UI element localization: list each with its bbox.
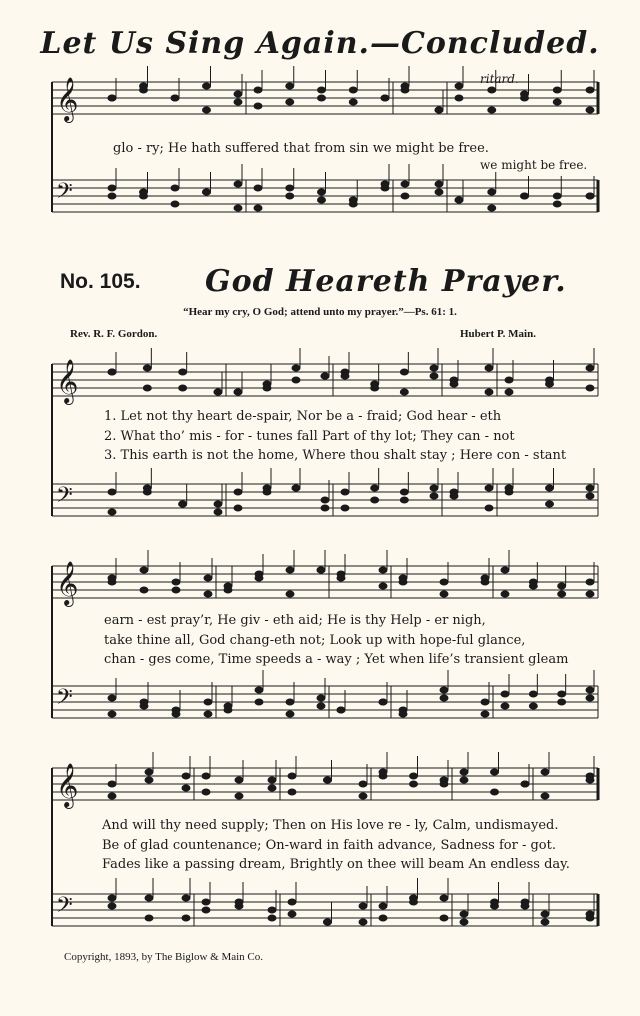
notehead [263, 381, 271, 387]
previous-hymn-bass-lyric: we might be free. [480, 158, 588, 172]
notehead [286, 699, 294, 705]
notehead [359, 903, 367, 909]
notehead [224, 707, 232, 713]
notehead [108, 711, 116, 717]
notehead [108, 895, 116, 901]
notehead [400, 369, 408, 375]
notehead [292, 365, 300, 371]
notehead [268, 777, 276, 783]
notehead [485, 485, 493, 491]
notehead [481, 699, 489, 705]
notehead [234, 91, 242, 97]
verse-1-line-3: And will thy need supply; Then on His love re - ly, Calm, undismayed. [102, 818, 559, 833]
notehead [214, 501, 222, 507]
treble-clef: 𝄞 [56, 359, 79, 403]
notehead [586, 773, 594, 779]
notehead [505, 389, 513, 395]
notehead [359, 919, 367, 925]
verse-2-line-1: 2. What tho’ mis - for - tunes fall Part of thy lot; They can - not [104, 429, 515, 444]
notehead [586, 385, 594, 391]
notehead [586, 107, 594, 113]
verse-3-line-2: chan - ges come, Time speeds a - way ; Yet when life’s transient gleam [104, 652, 569, 667]
notehead [410, 773, 418, 779]
treble-clef: 𝄞 [56, 561, 79, 605]
notehead [501, 691, 509, 697]
notehead [586, 591, 594, 597]
notehead [172, 579, 180, 585]
notehead [202, 907, 210, 913]
notehead [321, 505, 329, 511]
notehead [349, 197, 357, 203]
notehead [318, 95, 326, 101]
notehead [455, 83, 463, 89]
notehead [202, 773, 210, 779]
notehead [381, 185, 389, 191]
notehead [140, 703, 148, 709]
notehead [541, 911, 549, 917]
notehead [379, 699, 387, 705]
verse-3-line-3: Fades like a passing dream, Brightly on thee will beam An endless day. [102, 857, 570, 872]
notehead [435, 107, 443, 113]
notehead [401, 193, 409, 199]
notehead [541, 769, 549, 775]
notehead [234, 181, 242, 187]
notehead [286, 591, 294, 597]
notehead [143, 385, 151, 391]
notehead [586, 485, 594, 491]
notehead [317, 695, 325, 701]
previous-hymn-lyric: glo - ry; He hath suffered that from sin we might be free. [113, 141, 489, 156]
notehead [481, 575, 489, 581]
composer-credit: Hubert P. Main. [460, 328, 536, 340]
notehead [204, 591, 212, 597]
notehead [179, 501, 187, 507]
notehead [324, 919, 332, 925]
notehead [558, 699, 566, 705]
notehead [288, 789, 296, 795]
notehead [546, 377, 554, 383]
notehead [337, 575, 345, 581]
notehead [546, 501, 554, 507]
notehead [381, 95, 389, 101]
notehead [204, 575, 212, 581]
tempo-mark: ritard. [480, 72, 519, 86]
notehead [288, 773, 296, 779]
notehead [460, 777, 468, 783]
notehead [108, 185, 116, 191]
notehead [553, 201, 561, 207]
notehead [440, 915, 448, 921]
notehead [586, 493, 594, 499]
hymn-title: God Heareth Prayer. [205, 264, 567, 299]
notehead [488, 107, 496, 113]
notehead [140, 189, 148, 195]
notehead [485, 365, 493, 371]
notehead [235, 793, 243, 799]
notehead [435, 189, 443, 195]
notehead [440, 695, 448, 701]
bass-clef: 𝄢 [56, 893, 73, 923]
notehead [286, 83, 294, 89]
notehead [182, 785, 190, 791]
notehead [529, 579, 537, 585]
notehead [521, 193, 529, 199]
author-credit: Rev. R. F. Gordon. [70, 328, 158, 340]
notehead [481, 711, 489, 717]
notehead [349, 99, 357, 105]
notehead [202, 899, 210, 905]
notehead [379, 915, 387, 921]
notehead [410, 899, 418, 905]
notehead [379, 773, 387, 779]
notehead [553, 87, 561, 93]
notehead [203, 189, 211, 195]
notehead [553, 99, 561, 105]
notehead [485, 389, 493, 395]
notehead [182, 915, 190, 921]
notehead [292, 377, 300, 383]
notehead [268, 915, 276, 921]
notehead [171, 201, 179, 207]
notehead [521, 95, 529, 101]
bass-clef: 𝄢 [56, 483, 73, 513]
notehead [318, 87, 326, 93]
notehead [214, 389, 222, 395]
notehead [435, 181, 443, 187]
notehead [553, 193, 561, 199]
notehead [440, 687, 448, 693]
notehead [255, 575, 263, 581]
notehead [286, 99, 294, 105]
notehead [359, 793, 367, 799]
previous-hymn-title: Let Us Sing Again.—Concluded. [40, 26, 600, 61]
notehead [108, 903, 116, 909]
notehead [286, 185, 294, 191]
notehead [288, 899, 296, 905]
notehead [321, 373, 329, 379]
notehead [546, 485, 554, 491]
notehead [108, 695, 116, 701]
verse-2-line-3: Be of glad countenance; On-ward in faith advance, Sadness for - got. [102, 838, 556, 853]
notehead [460, 911, 468, 917]
notehead [204, 711, 212, 717]
notehead [341, 505, 349, 511]
notehead [399, 575, 407, 581]
hymn-number: No. 105. [60, 270, 141, 293]
notehead [410, 781, 418, 787]
notehead [371, 485, 379, 491]
notehead [203, 83, 211, 89]
notehead [450, 493, 458, 499]
notehead [255, 699, 263, 705]
treble-clef: 𝄞 [56, 763, 79, 807]
notehead [292, 485, 300, 491]
notehead [440, 591, 448, 597]
notehead [529, 703, 537, 709]
notehead [401, 181, 409, 187]
notehead [182, 895, 190, 901]
notehead [501, 567, 509, 573]
notehead [558, 583, 566, 589]
notehead [337, 707, 345, 713]
notehead [341, 373, 349, 379]
notehead [400, 497, 408, 503]
notehead [203, 107, 211, 113]
notehead [349, 87, 357, 93]
notehead [401, 83, 409, 89]
verse-2-line-2: take thine all, God chang-eth not; Look up with hope-ful glance, [104, 633, 526, 648]
notehead [359, 781, 367, 787]
notehead [140, 587, 148, 593]
notehead [235, 899, 243, 905]
notehead [586, 87, 594, 93]
notehead [108, 369, 116, 375]
notehead [521, 899, 529, 905]
notehead [488, 87, 496, 93]
notehead [179, 369, 187, 375]
notehead [140, 87, 148, 93]
notehead [430, 373, 438, 379]
notehead [400, 489, 408, 495]
notehead [460, 919, 468, 925]
verse-3-line-1: 3. This earth is not the home, Where thou shalt stay ; Here con - stant [104, 448, 567, 463]
notehead [288, 911, 296, 917]
notehead [214, 509, 222, 515]
treble-clef: 𝄞 [56, 77, 79, 121]
notehead [224, 583, 232, 589]
notehead [321, 497, 329, 503]
notehead [171, 95, 179, 101]
notehead [108, 781, 116, 787]
notehead [286, 193, 294, 199]
notehead [108, 575, 116, 581]
notehead [324, 777, 332, 783]
notehead [460, 769, 468, 775]
notehead [254, 185, 262, 191]
notehead [341, 489, 349, 495]
notehead [440, 579, 448, 585]
notehead [318, 197, 326, 203]
notehead [268, 785, 276, 791]
notehead [182, 773, 190, 779]
notehead [145, 769, 153, 775]
notehead [586, 365, 594, 371]
notehead [400, 389, 408, 395]
notehead [558, 691, 566, 697]
notehead [505, 485, 513, 491]
verse-1-line-1: 1. Let not thy heart de-spair, Nor be a - fraid; God hear - eth [104, 409, 502, 424]
notehead [234, 389, 242, 395]
notehead [379, 583, 387, 589]
notehead [234, 99, 242, 105]
notehead [143, 365, 151, 371]
notehead [108, 193, 116, 199]
notehead [430, 365, 438, 371]
notehead [485, 505, 493, 511]
notehead [586, 695, 594, 701]
notehead [501, 591, 509, 597]
notehead [505, 377, 513, 383]
notehead [179, 385, 187, 391]
notehead [286, 567, 294, 573]
notehead [455, 95, 463, 101]
notehead [108, 509, 116, 515]
notehead [318, 189, 326, 195]
notehead [263, 485, 271, 491]
notehead [268, 907, 276, 913]
notehead [586, 193, 594, 199]
notehead [254, 103, 262, 109]
notehead [529, 691, 537, 697]
notehead [255, 687, 263, 693]
notehead [145, 777, 153, 783]
notehead [317, 703, 325, 709]
scripture-reference: “Hear my cry, O God; attend unto my prayer.”—Ps. 61: 1. [183, 306, 457, 318]
notehead [586, 687, 594, 693]
notehead [140, 567, 148, 573]
notehead [235, 777, 243, 783]
notehead [204, 699, 212, 705]
notehead [491, 789, 499, 795]
notehead [541, 919, 549, 925]
notehead [399, 707, 407, 713]
notehead [286, 711, 294, 717]
notehead [440, 895, 448, 901]
notehead [450, 377, 458, 383]
notehead [145, 915, 153, 921]
notehead [143, 489, 151, 495]
notehead [440, 781, 448, 787]
notehead [488, 189, 496, 195]
bass-clef: 𝄢 [56, 685, 73, 715]
notehead [108, 95, 116, 101]
notehead [108, 489, 116, 495]
notehead [172, 711, 180, 717]
notehead [254, 87, 262, 93]
notehead [234, 205, 242, 211]
notehead [108, 793, 116, 799]
notehead [371, 497, 379, 503]
notehead [172, 587, 180, 593]
verse-1-line-2: earn - est pray’r, He giv - eth aid; He is thy Help - er nigh, [104, 613, 486, 628]
notehead [234, 489, 242, 495]
notehead [379, 903, 387, 909]
notehead [488, 205, 496, 211]
notehead [455, 197, 463, 203]
notehead [234, 505, 242, 511]
notehead [145, 895, 153, 901]
notehead [586, 911, 594, 917]
notehead [171, 185, 179, 191]
notehead [430, 493, 438, 499]
notehead [379, 567, 387, 573]
notehead [430, 485, 438, 491]
notehead [586, 579, 594, 585]
notehead [491, 769, 499, 775]
notehead [491, 903, 499, 909]
notehead [501, 703, 509, 709]
copyright-notice: Copyright, 1893, by The Biglow & Main Co. [64, 951, 264, 963]
notehead [371, 385, 379, 391]
notehead [317, 567, 325, 573]
notehead [202, 789, 210, 795]
notehead [558, 591, 566, 597]
notehead [521, 781, 529, 787]
notehead [254, 205, 262, 211]
notehead [541, 793, 549, 799]
bass-clef: 𝄢 [56, 179, 73, 209]
